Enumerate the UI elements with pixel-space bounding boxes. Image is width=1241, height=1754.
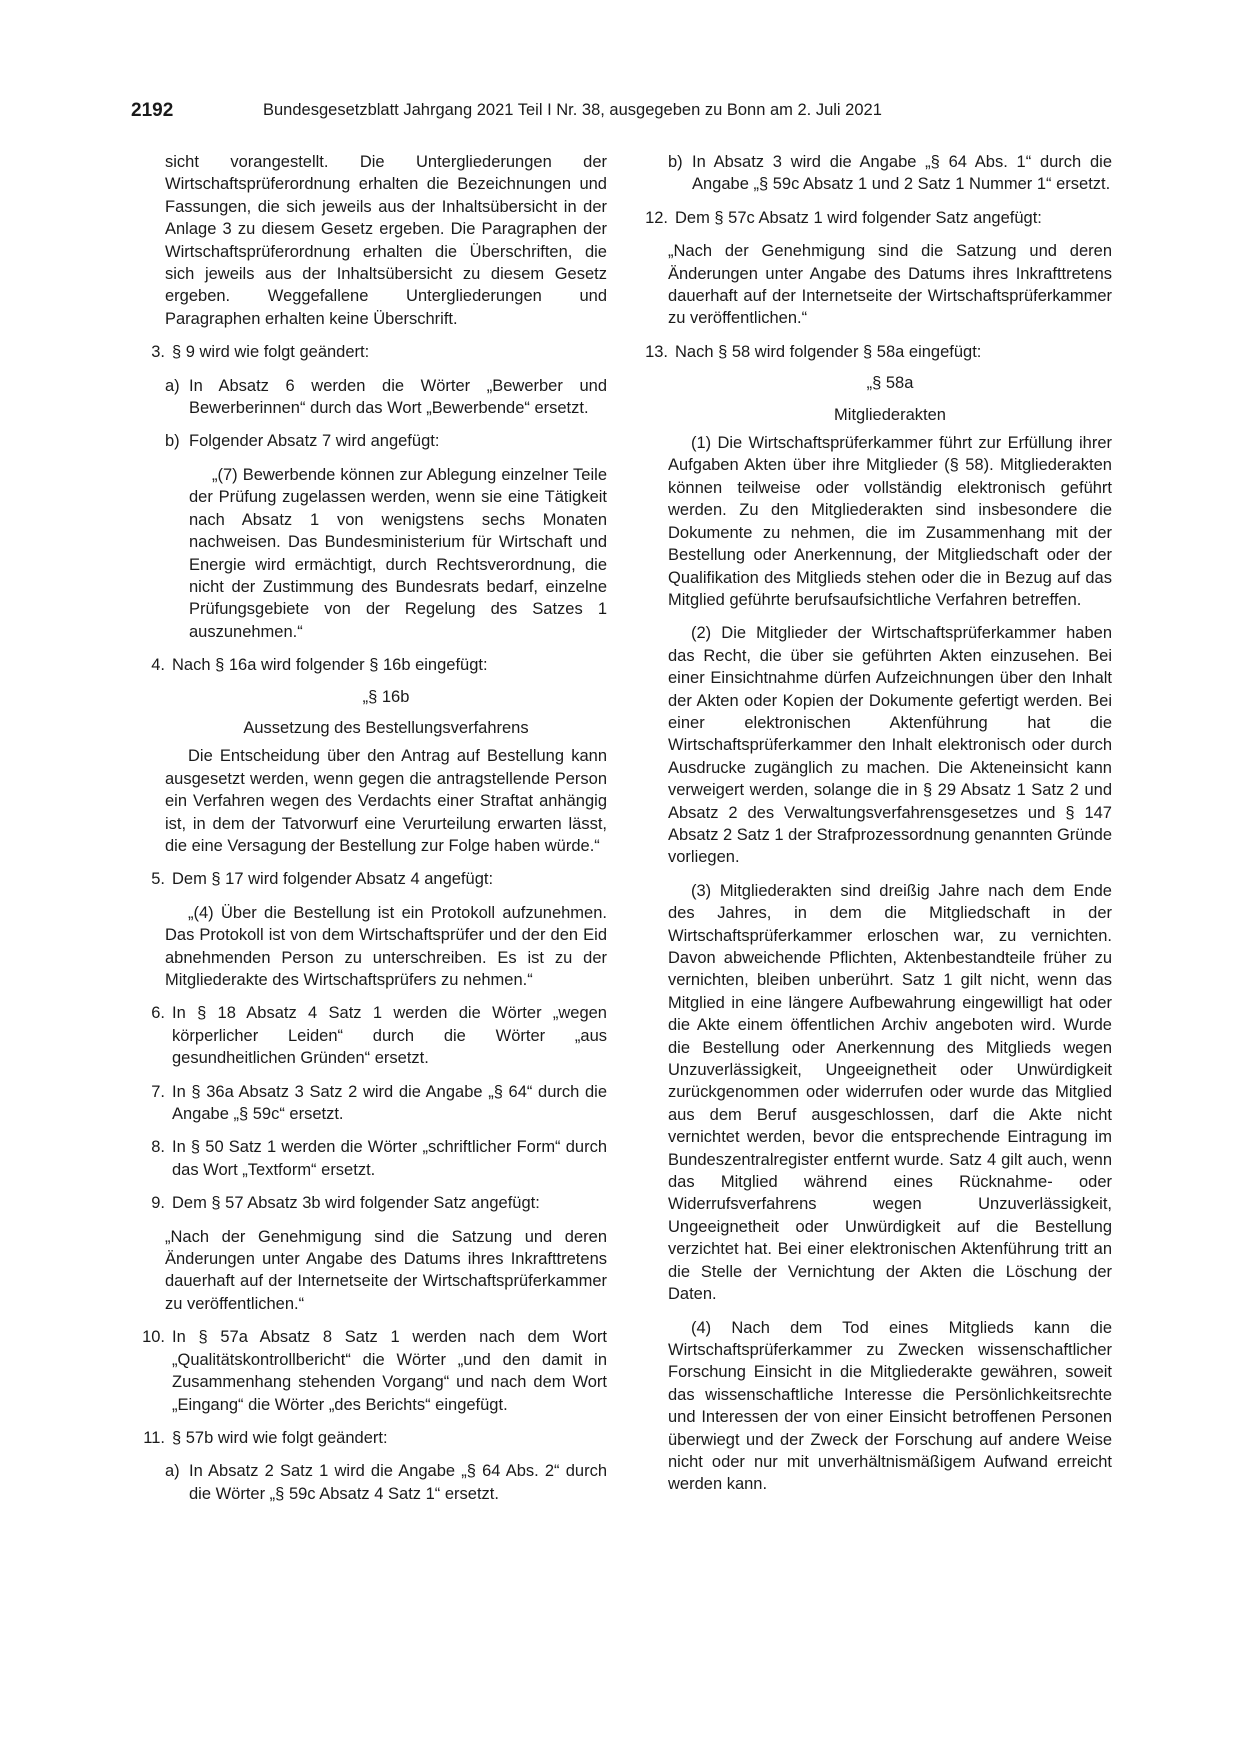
- item-text: Dem § 57 Absatz 3b wird folgender Satz angefügt:: [172, 1194, 540, 1213]
- section-heading-16b: Aussetzung des Bestellungsverfahrens: [243, 718, 529, 737]
- sub-label: a): [165, 376, 180, 395]
- section-number-58a: „§ 58a: [866, 374, 914, 393]
- sub-label: b): [165, 432, 180, 451]
- item-text: In § 57a Absatz 8 Satz 1 werden nach dem Wort „Qualitätskontrollbericht“ die Wörter „und den damit in Zusammenhang stehenden Vorgang“ und nach dem Wort „Eingang“ die Wörter „des Berichts“ eingefügt.: [172, 1328, 607, 1414]
- absatz-3: (3) Mitgliederakten sind dreißig Jahre nach dem Ende des Jahres, in dem die Mitgliedschaft in der Wirtschaftsprüferkammer erloschen war, zu vernichten. Davon abweichende Pflichten, Aktenbestandteile früher zu vernichten, bleiben unberührt. Satz 1 gilt nicht, wenn das Mitglied in eine längere Aufbewahrung eingewilligt hat oder die Akte einem öffentlichen Archiv angeboten wird. Wurde die Bestellung oder Anerkennung des Mitglieds wegen Unzuverlässigkeit, Ungeeignetheit oder Unwürdigkeit zurückgenommen oder widerrufen oder wurde das Mitglied aus dem Beruf ausgeschlossen, darf die Akte nicht vernichtet werden, bevor die entsprechende Eintragung im Bundeszentralregister entfernt wurde. Satz 4 gilt auch, wenn das Mitglied während eines Rücknahme- oder Widerrufsverfahrens wegen Unzuverlässigkeit, Ungeeignetheit oder Unwürdigkeit auf die Bestellung verzichtet hat. Bei einer elektronischen Aktenführung tritt an die Stelle der Vernichtung der Akten die Löschung der Daten.: [668, 881, 1112, 1304]
- item-number: 7.: [151, 1082, 165, 1101]
- page-number: 2192: [131, 100, 174, 121]
- quoted-sentence-57: „Nach der Genehmigung sind die Satzung und deren Änderungen unter Angabe des Datums ihres Inkrafttretens dauerhaft auf der Internetseite der Wirtschaftsprüferkammer zu veröffentlichen.“: [165, 1227, 607, 1313]
- section-text-16b: Die Entscheidung über den Antrag auf Bestellung kann ausgesetzt werden, wenn gegen die antragstellende Person ein Verfahren wegen des Verdachts einer Straftat anhängig ist, in dem der Tatvorwurf eine Verurteilung erwarten lässt, die eine Versagung der Bestellung zur Folge haben würde.“: [165, 747, 607, 855]
- sub-item-11a: [165, 1460, 607, 1505]
- item-number: 9.: [151, 1194, 165, 1213]
- item-text: § 9 wird wie folgt geändert:: [172, 343, 370, 362]
- list-item-5: [131, 868, 607, 890]
- item-text: In § 18 Absatz 4 Satz 1 werden die Wörter „wegen körperlicher Leiden“ durch die Wörter „aus gesundheitlichen Gründen“ ersetzt.: [172, 1004, 607, 1068]
- item-text: In § 36a Absatz 3 Satz 2 wird die Angabe „§ 64“ durch die Angabe „§ 59c“ ersetzt.: [172, 1082, 607, 1124]
- item-text: Nach § 58 wird folgender § 58a eingefügt:: [675, 342, 982, 361]
- item-number: 3.: [151, 343, 165, 362]
- page-header: [131, 100, 1111, 124]
- item-number: 8.: [151, 1138, 165, 1157]
- item-number: 6.: [151, 1004, 165, 1023]
- item-text: Dem § 17 wird folgender Absatz 4 angefügt:: [172, 870, 494, 889]
- sub-item-11b: [668, 151, 1112, 196]
- sub-text: In Absatz 3 wird die Angabe „§ 64 Abs. 1“ durch die Angabe „§ 59c Absatz 1 und 2 Satz 1 Nummer 1“ ersetzt.: [692, 153, 1112, 194]
- absatz-4: (4) Nach dem Tod eines Mitglieds kann die Wirtschaftsprüferkammer zu Zwecken wissenschaftlicher Forschung Einsicht in die Mitgliederakte gewähren, soweit das wissenschaftliche Interesse die Persönlichkeitsrechte und Interessen der von einer Einsicht betroffenen Personen überwiegt und der Zweck der Forschung auf andere Weise nicht oder nur mit unverhältnismäßigem Aufwand erreicht werden kann.: [668, 1318, 1112, 1494]
- section-number-16b: „§ 16b: [362, 687, 410, 706]
- quoted-sentence-57c: „Nach der Genehmigung sind die Satzung und deren Änderungen unter Angabe des Datums ihres Inkrafttretens dauerhaft auf der Internetseite der Wirtschaftsprüferkammer zu veröffentlichen.“: [668, 242, 1112, 328]
- sub-item-3a: [165, 375, 607, 420]
- list-item-12: [634, 207, 1112, 229]
- quoted-paragraph-7: „(7) Bewerbende können zur Ablegung einzelner Teile der Prüfung zugelassen werden, wenn sie eine Tätigkeit nach Absatz 1 von wenigstens sechs Monaten nachweisen. Das Bundesministerium für Wirtschaft und Energie wird ermächtigt, durch Rechtsverordnung, die nicht der Zustimmung des Bundesrats bedarf, einzelne Prüfungsgebiete von der Regelung des Satzes 1 auszunehmen.“: [189, 465, 607, 641]
- list-item-3: [131, 341, 607, 363]
- list-item-9: [131, 1192, 607, 1214]
- absatz-2: (2) Die Mitglieder der Wirtschaftsprüferkammer haben das Recht, die über sie geführten Akten einzusehen. Bei einer Einsichtnahme dürfen Aufzeichnungen über den Inhalt der Akten oder Kopien der Dokumente gefertigt werden. Bei einer elektronischen Aktenführung hat die Wirtschaftsprüferkammer den Inhalt elektronisch oder durch Ausdrucke zugänglich zu machen. Die Akteneinsicht kann verweigert werden, solange die in § 29 Absatz 1 Satz 2 und Absatz 2 des Verwaltungsverfahrensgesetzes und § 147 Absatz 2 Satz 1 der Strafprozessordnung genannten Gründe vorliegen.: [668, 624, 1112, 867]
- left-column: [131, 151, 607, 1505]
- item-number: 10.: [142, 1328, 165, 1347]
- item-number: 12.: [645, 208, 668, 227]
- list-item-13: [634, 341, 1112, 363]
- list-item-10: [131, 1326, 607, 1416]
- item-text: Dem § 57c Absatz 1 wird folgender Satz angefügt:: [675, 208, 1042, 227]
- item-text: § 57b wird wie folgt geändert:: [172, 1428, 388, 1447]
- list-item-4: [131, 654, 607, 676]
- running-title: Bundesgesetzblatt Jahrgang 2021 Teil I Nr. 38, ausgegeben zu Bonn am 2. Juli 2021: [263, 101, 882, 119]
- sub-text: Folgender Absatz 7 wird angefügt:: [189, 432, 440, 451]
- continuation-paragraph: sicht vorangestellt. Die Untergliederungen der Wirtschaftsprüferordnung erhalten die Bezeichnungen und Fassungen, die sich jeweils aus der Inhaltsübersicht in der Anlage 3 zu diesem Gesetz ergeben. Die Paragraphen der Wirtschaftsprüferordnung erhalten die Überschriften, die sich jeweils aus der Inhaltsübersicht zu diesem Gesetz ergeben. Weggefallene Untergliederungen und Paragraphen erhalten keine Überschrift.: [165, 153, 607, 328]
- sub-text: In Absatz 6 werden die Wörter „Bewerber und Bewerberinnen“ durch das Wort „Bewerbende“ ersetzt.: [189, 376, 607, 418]
- section-heading-58a: Mitgliederakten: [834, 405, 946, 424]
- item-text: Nach § 16a wird folgender § 16b eingefügt:: [172, 656, 488, 675]
- right-column: [634, 151, 1112, 1496]
- sub-label: b): [668, 153, 683, 171]
- item-text: In § 50 Satz 1 werden die Wörter „schriftlicher Form“ durch das Wort „Textform“ ersetzt.: [172, 1138, 607, 1179]
- item-number: 4.: [151, 656, 165, 675]
- list-item-6: [131, 1002, 607, 1069]
- list-item-8: [131, 1136, 607, 1181]
- item-number: 11.: [143, 1428, 165, 1447]
- list-item-11: [131, 1427, 607, 1449]
- sub-label: a): [165, 1462, 180, 1481]
- sub-text: In Absatz 2 Satz 1 wird die Angabe „§ 64 Abs. 2“ durch die Wörter „§ 59c Absatz 4 Satz 1“ ersetzt.: [189, 1462, 607, 1503]
- sub-item-3b: [165, 430, 607, 452]
- list-item-7: [131, 1081, 607, 1126]
- item-number: 13.: [645, 342, 668, 361]
- absatz-1: (1) Die Wirtschaftsprüferkammer führt zur Erfüllung ihrer Aufgaben Akten über ihre Mitglieder (§ 58). Mitgliederakten können teilweise oder vollständig elektronisch geführt werden. Zu den Mitgliederakten sind insbesondere die Dokumente zu nehmen, die im Zusammenhang mit der Bestellung oder Anerkennung, der Mitgliedschaft oder der Qualifikation des Mitglieds stehen oder die in Bezug auf das Mitglied geführte berufsaufsichtliche Verfahren betreffen.: [668, 434, 1112, 609]
- item-number: 5.: [151, 870, 165, 889]
- quoted-paragraph-4: „(4) Über die Bestellung ist ein Protokoll aufzunehmen. Das Protokoll ist von dem Wirtschaftsprüfer und der den Eid abnehmenden Person zu unterschreiben. Es ist zu der Mitgliederakte des Wirtschaftsprüfers zu nehmen.“: [165, 903, 607, 989]
